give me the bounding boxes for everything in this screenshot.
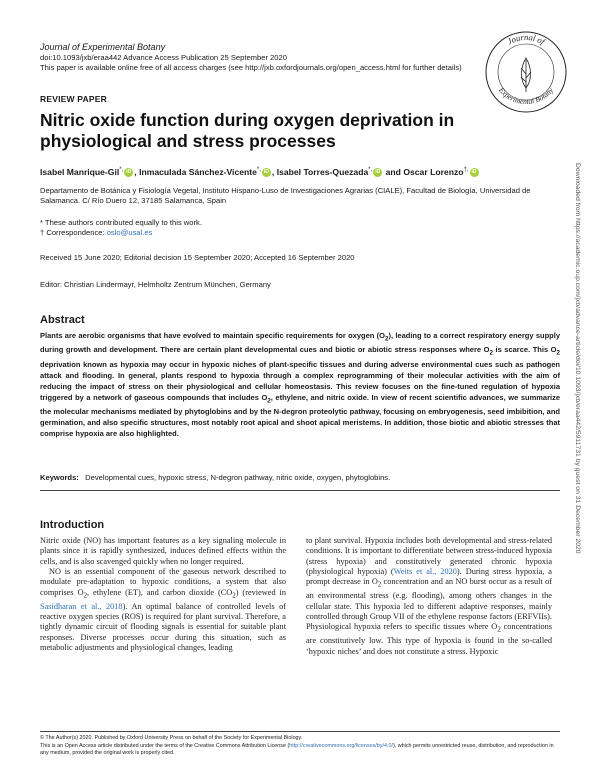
orcid-icon[interactable]: iD: [375, 169, 381, 175]
body-column-left: [40, 536, 286, 653]
author-separator: ,: [271, 167, 277, 177]
author-mark: †,: [463, 167, 469, 173]
author-mark: *,: [256, 167, 261, 173]
citation-link[interactable]: Sasidharan et al., 2018: [40, 601, 123, 611]
author-separator: and: [383, 167, 404, 177]
correspondence-email-link[interactable]: oslo@usal.es: [106, 228, 153, 237]
abstract-heading: Abstract: [40, 314, 85, 326]
paragraph-text: ). During stress hypoxia, a prompt decrease in O: [306, 567, 552, 587]
leaf-icon: [521, 58, 531, 92]
author-mark: *,: [119, 167, 124, 173]
article-dates: Received 15 June 2020; Editorial decision 15 September 2020; Accepted 16 September 2020: [40, 253, 355, 262]
abstract-text: , ethylene, and nitric oxide. In view of recent scientific advances, we summarize the molecular mechanisms mediated by phytoglobins and by the N-degron proteolytic pathway, focusing on embryogenesis, seed imbibition, and germination, and also specific structures, most notably root apical and shoot apical meristems. In addition, those biotic and abiotic stresses that comprise hypoxia are also highlighted.: [40, 392, 560, 438]
orcid-icon[interactable]: iD: [471, 169, 477, 175]
subscript: 2: [489, 349, 493, 357]
download-watermark-text: Downloaded from https://academic.oup.com/jxb/advance-article/doi/10.1093/jxb/eraa442/5911731 by guest on 31 December 2020: [574, 163, 581, 554]
subscript: 2: [497, 627, 501, 635]
subscript: 2: [377, 582, 382, 590]
abstract-text: ), leading to a correct respiratory energy supply during growth and development. There are certain plant developmental cues and biotic or abiotic stress responses where O: [40, 331, 560, 355]
paragraph: Nitric oxide (NO) has important features as a key signaling molecule in plants since it is rapidly synthesized, induces defined effects within the cells, and is also scavenged quickly when no longer required.: [40, 536, 286, 566]
paragraph-text: ) (reviewed in: [235, 587, 286, 597]
abstract-text: Plants are aerobic organisms that have evolved to maintain specific requirements for oxygen (O: [40, 331, 385, 340]
open-access-note: This paper is available online free of all access charges (see http://jxb.oxfordjournals.org/open_access.html for further details): [40, 62, 462, 72]
copyright-line: © The Author(s) 2020. Published by Oxford University Press on behalf of the Society for Experimental Biology.: [40, 735, 303, 741]
orcid-icon[interactable]: iD: [263, 169, 269, 175]
footer-divider: [40, 731, 560, 732]
author-list: [40, 167, 560, 177]
paragraph-text: NO is an essential component of the gaseous network described to modulate pre-adaptation to hypoxic conditions, a system that also comprises O: [40, 567, 286, 597]
author-name: Isabel Torres-Quezada: [276, 167, 369, 177]
introduction-heading: Introduction: [40, 519, 105, 531]
journal-header: [40, 42, 470, 72]
doi-line: doi:10.1093/jxb/eraa442 Advance Access Publication 25 September 2020: [40, 53, 287, 62]
subscript: 2: [267, 397, 271, 405]
paragraph-text: concentration and an NO burst occur as a result of an environmental stress (e.g. flooding), among others changes in the cellular state. This hypoxia led to different adaptive responses, mainly controlled through Group VII of the ethylene response factors (ERFVIIs). Physiological hypoxia refers to specific tissues where O: [306, 577, 552, 632]
keywords-label: Keywords:: [40, 473, 79, 482]
paragraph: [40, 567, 286, 653]
download-watermark: [573, 163, 589, 753]
abstract-text: is scarce. This O: [492, 345, 557, 355]
author-name: Inmaculada Sánchez-Vicente: [139, 167, 257, 177]
license-line: [40, 743, 560, 758]
paragraph: [306, 536, 552, 657]
article-title: Nitric oxide function during oxygen deprivation in physiological and stress processes: [40, 110, 455, 151]
keywords: [40, 473, 560, 482]
license-link[interactable]: http://creativecommons.org/licenses/by/4.0/: [289, 742, 393, 749]
license-text: ), which permits unrestricted reuse, distribution, and reproduction in any medium, provided the original work is properly cited.: [40, 742, 554, 757]
abstract-text: deprivation known as hypoxia may occur in hypoxic niches of plant-specific tissues and during adverse environmental cues such as pathogen attack and flooding. In general, plants respond to hypoxia through a complex reprogramming of their molecular activities with the aim of reducing the impact of stress on their physiological and cellular homeostasis. This review focuses on the fine-tuned regulation of hypoxia triggered by a network of gaseous compounds that includes O: [40, 359, 560, 402]
license-footer: [40, 735, 560, 758]
correspondence-note: [40, 228, 560, 238]
subscript: 2: [556, 349, 561, 357]
author-name: Oscar Lorenzo: [403, 167, 464, 177]
equal-contribution-note: * These authors contributed equally to this work.: [40, 218, 202, 227]
affiliation: Departamento de Botánica y Fisiología Vegetal, Instituto Hispano-Luso de Investigaciones Agrarias (CIALE), Facultad de Biología, Universidad de Salamanca. C/ Río Duero 12, 37185 Salamanca, Spain: [40, 186, 531, 205]
keywords-text: Developmental cues, hypoxic stress, N-degron pathway, nitric oxide, oxygen, phytoglobins.: [85, 473, 391, 482]
author-name: Isabel Manrique-Gil: [40, 167, 120, 177]
citation-link[interactable]: Weits et al., 2020: [393, 567, 457, 577]
author-notes: [40, 218, 560, 238]
subscript: 2: [232, 592, 236, 600]
paper-type: REVIEW PAPER: [40, 94, 107, 104]
license-text: This is an Open Access article distributed under the terms of the Creative Commons Attribution License (: [40, 742, 290, 749]
subscript: 2: [83, 592, 88, 600]
author-mark: *,: [368, 167, 373, 173]
journal-logo: [484, 30, 568, 114]
paragraph-text: , ethylene (ET), and carbon dioxide (CO: [87, 587, 233, 597]
paragraph-text: to plant survival. Hypoxia includes both developmental and stress-related conditions. It is important to differentiate between stress-induced hypoxia (stress hypoxia) and constitutively generated chronic hypoxia (physiological hypoxia) (: [306, 536, 552, 577]
logo-bottom-text: Experimental Botany: [496, 85, 555, 107]
abstract-body: [40, 331, 560, 440]
paragraph-text: ). An optimal balance of controlled levels of reactive oxygen species (ROS) is required for plant survival. Therefore, a tightly dynamic circuit of flooding signals is essential for suitable plant responses. Diverse processes occur during this situation, such as metabolic adjustments and physiological changes, leading: [40, 601, 286, 653]
body-column-right: [306, 536, 552, 657]
logo-top-text: Journal of: [505, 31, 547, 47]
paragraph-text: concentrations are constitutively low. This type of hypoxia is found in the so-called ‘hypoxic niches’ and does not constitute a stress. Hypoxic: [306, 622, 552, 656]
section-divider: [40, 490, 560, 491]
subscript: 2: [384, 335, 389, 343]
correspondence-label: † Correspondence:: [40, 228, 107, 237]
orcid-icon[interactable]: iD: [126, 169, 132, 175]
author-separator: ,: [134, 167, 140, 177]
journal-name: Journal of Experimental Botany: [40, 42, 166, 52]
editor-line: Editor: Christian Lindermayr, Helmholtz Zentrum München, Germany: [40, 280, 271, 289]
